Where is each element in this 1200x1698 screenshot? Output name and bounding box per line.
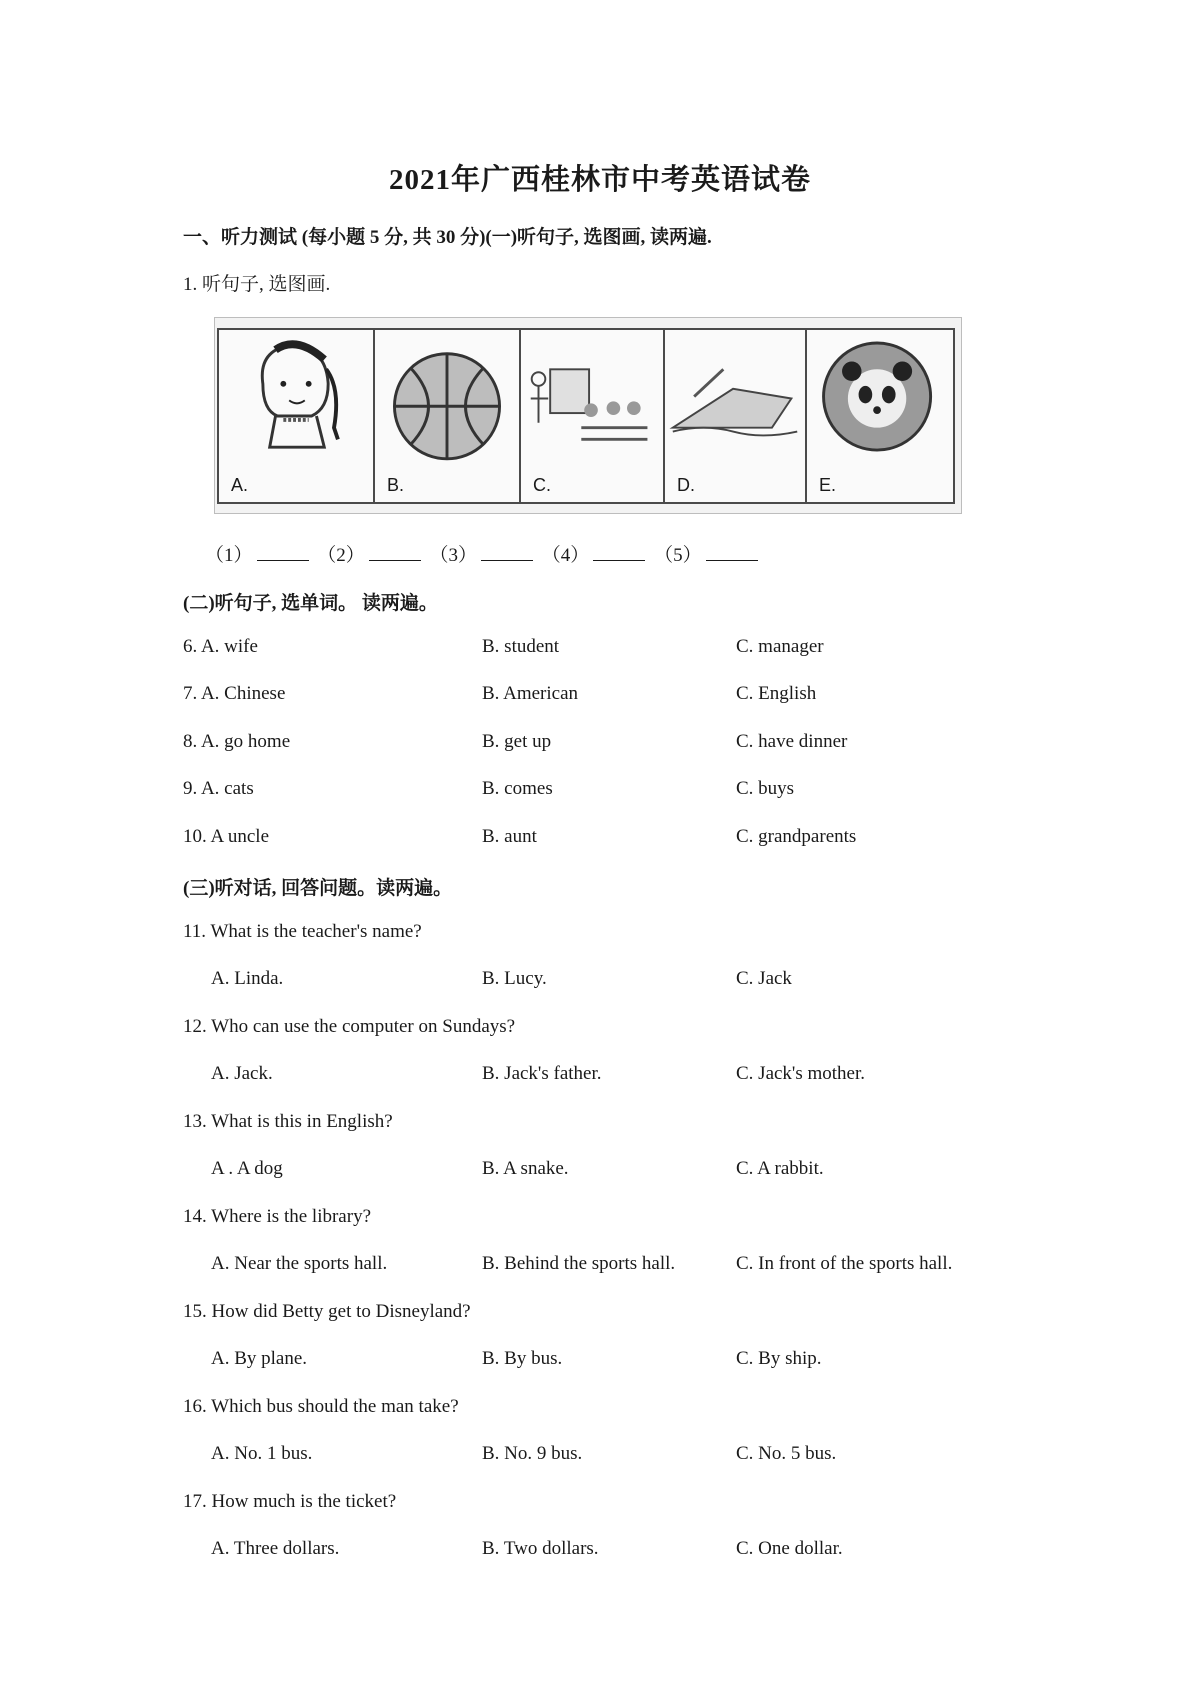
page-title: 2021年广西桂林市中考英语试卷	[388, 164, 811, 196]
blank-3[interactable]	[481, 543, 533, 561]
question-1: 1. 听句子, 选图画.	[183, 274, 331, 295]
section1-heading: 一、听力测试 (每小题 5 分, 共 30 分)(一)听句子, 选图画, 读两遍.	[183, 227, 712, 248]
option-9c: C. buys	[736, 778, 795, 799]
question-6: 6. A. wife	[183, 636, 258, 657]
blank-label-3: （3）	[429, 545, 478, 566]
option-12b: B. Jack's father.	[482, 1063, 602, 1084]
option-17b: B. Two dollars.	[482, 1538, 599, 1559]
option-13a: A . A dog	[211, 1158, 283, 1179]
blank-label-2: （2）	[317, 545, 365, 566]
blank-2[interactable]	[369, 543, 421, 561]
blank-label-1: （1）	[205, 545, 253, 566]
option-15a: A. By plane.	[211, 1348, 308, 1369]
blank-label-5: （5）	[654, 545, 702, 566]
option-14c: C. In front of the sports hall.	[736, 1253, 953, 1274]
option-11c: C. Jack	[736, 968, 792, 989]
option-13c: C. A rabbit.	[736, 1158, 824, 1179]
picture-option-e	[805, 328, 955, 504]
option-16b: B. No. 9 bus.	[482, 1443, 583, 1464]
panel-letter-d: D.	[677, 475, 695, 495]
option-8c: C. have dinner	[736, 731, 848, 752]
question-7: 7. A. Chinese	[183, 683, 286, 704]
picture-option-b	[373, 328, 521, 504]
panel-letter-e: E.	[819, 475, 837, 495]
question-12: 12. Who can use the computer on Sundays?	[183, 1016, 516, 1037]
question-9: 9. A. cats	[183, 778, 254, 799]
question-13: 13. What is this in English?	[183, 1111, 393, 1132]
question-14: 14. Where is the library?	[183, 1206, 371, 1227]
option-10c: C. grandparents	[736, 826, 857, 847]
picture-option-a	[217, 328, 375, 504]
option-14b: B. Behind the sports hall.	[482, 1253, 676, 1274]
option-13b: B. A snake.	[482, 1158, 569, 1179]
section2-heading: (二)听句子, 选单词。 读两遍。	[183, 593, 438, 614]
option-15b: B. By bus.	[482, 1348, 563, 1369]
option-17a: A. Three dollars.	[211, 1538, 340, 1559]
blank-1[interactable]	[257, 543, 309, 561]
blank-label-4: （4）	[541, 545, 590, 566]
option-17c: C. One dollar.	[736, 1538, 843, 1559]
question-8: 8. A. go home	[183, 731, 291, 752]
picture-option-c	[519, 328, 665, 504]
option-10b: B. aunt	[482, 826, 537, 847]
blank-5[interactable]	[706, 543, 758, 561]
option-16a: A. No. 1 bus.	[211, 1443, 313, 1464]
picture-option-d	[663, 328, 807, 504]
question-17: 17. How much is the ticket?	[183, 1491, 397, 1512]
option-7b: B. American	[482, 683, 579, 704]
option-9b: B. comes	[482, 778, 553, 799]
option-14a: A. Near the sports hall.	[211, 1253, 388, 1274]
option-11b: B. Lucy.	[482, 968, 547, 989]
panel-letter-a: A.	[231, 475, 249, 495]
picture-strip	[214, 317, 962, 514]
option-8b: B. get up	[482, 731, 552, 752]
option-12a: A. Jack.	[211, 1063, 273, 1084]
option-6c: C. manager	[736, 636, 824, 657]
question-16: 16. Which bus should the man take?	[183, 1396, 459, 1417]
section3-heading: (三)听对话, 回答问题。读两遍。	[183, 878, 453, 899]
panel-letter-c: C.	[533, 475, 551, 495]
option-7c: C. English	[736, 683, 817, 704]
option-12c: C. Jack's mother.	[736, 1063, 866, 1084]
option-11a: A. Linda.	[211, 968, 284, 989]
blank-4[interactable]	[593, 543, 645, 561]
answer-blanks	[205, 540, 762, 567]
question-11: 11. What is the teacher's name?	[183, 921, 422, 942]
option-16c: C. No. 5 bus.	[736, 1443, 837, 1464]
question-10: 10. A uncle	[183, 826, 270, 847]
option-15c: C. By ship.	[736, 1348, 822, 1369]
panel-letter-b: B.	[387, 475, 405, 495]
option-6b: B. student	[482, 636, 560, 657]
question-15: 15. How did Betty get to Disneyland?	[183, 1301, 471, 1322]
